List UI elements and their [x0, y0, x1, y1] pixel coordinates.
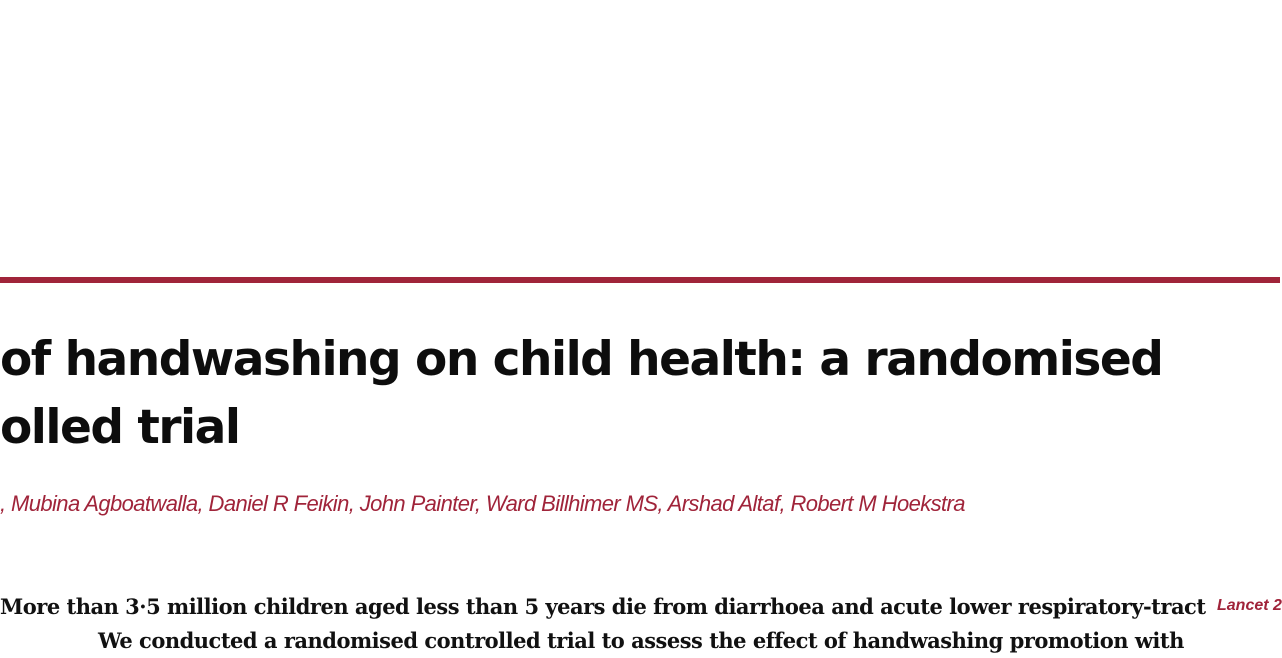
article-title-line-1: of handwashing on child health: a randomised — [0, 332, 1163, 387]
header-rule — [0, 277, 1280, 283]
summary-line-2: We conducted a randomised controlled trial to assess the effect of handwashing promotion with — [98, 628, 1184, 653]
author-list: , Mubina Agboatwalla, Daniel R Feikin, John Painter, Ward Billhimer MS, Arshad Altaf, Robert M Hoekstra — [0, 491, 965, 516]
article-title — [0, 326, 1163, 462]
summary-line-1: More than 3·5 million children aged less than 5 years die from diarrhoea and acute lower respiratory-tract — [0, 594, 1206, 619]
summary-text — [0, 590, 1206, 658]
article-title-line-2: olled trial — [0, 400, 240, 455]
journal-citation: Lancet 2 — [1217, 597, 1282, 614]
